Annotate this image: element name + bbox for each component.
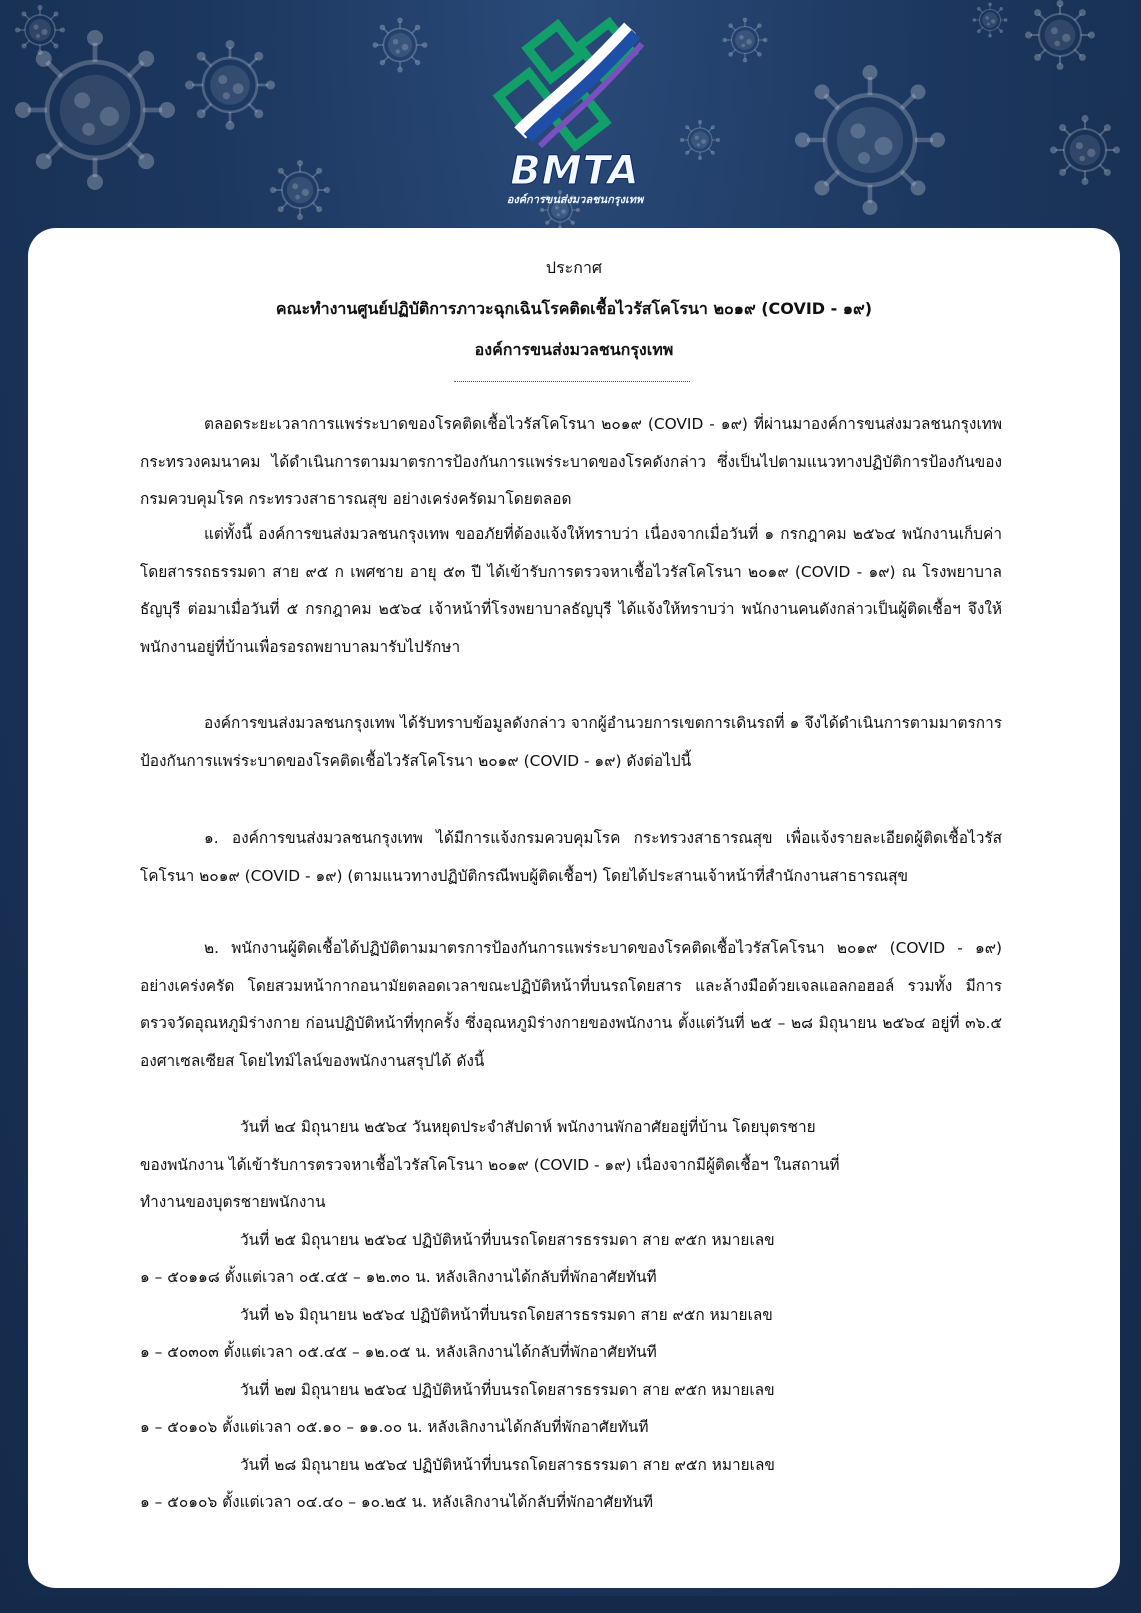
timeline-day-24-line2: ของพนักงาน ได้เข้ารับการตรวจหาเชื้อไวรัสโคโรนา ๒๐๑๙ (COVID - ๑๙) เนื่องจากมีผู้ติดเชื้อฯ ในสถานที่ (140, 1156, 840, 1174)
bottom-band (0, 1596, 1141, 1613)
timeline-day-28-line1: วันที่ ๒๘ มิถุนายน ๒๕๖๔ ปฏิบัติหน้าที่บนรถโดยสารธรรมดา สาย ๙๕ก หมายเลข (240, 1456, 775, 1474)
timeline-day-25-line1: วันที่ ๒๕ มิถุนายน ๒๕๖๔ ปฏิบัติหน้าที่บนรถโดยสารธรรมดา สาย ๙๕ก หมายเลข (240, 1231, 775, 1249)
announcement-organization: องค์การขนส่งมวลชนกรุงเทพ (474, 340, 674, 359)
announcement-heading: ประกาศ (545, 258, 603, 277)
timeline-day-27-line2: ๑ – ๕๐๑๐๖ ตั้งแต่เวลา ๐๕.๑๐ – ๑๑.๐๐ น. หลังเลิกงานได้กลับที่พักอาศัยทันที (140, 1418, 649, 1436)
bmta-logo (480, 8, 670, 208)
timeline-day-25-line2: ๑ – ๕๐๑๑๘ ตั้งแต่เวลา ๐๕.๔๕ – ๑๒.๓๐ น. หลังเลิกงานได้กลับที่พักอาศัยทันที (140, 1268, 657, 1286)
paragraph-item-1: ๑. องค์การขนส่งมวลชนกรุงเทพ ได้มีการแจ้งกรมควบคุมโรค กระทรวงสาธารณสุข เพื่อแจ้งรายละเอียดผู้ติดเชื้อไวรัสโคโรนา ๒๐๑๙ (COVID - ๑๙) (ตามแนวทางปฏิบัติกรณีพบผู้ติดเชื้อฯ) โดยได้ประสานเจ้าหน้าที่สำนักงานสาธารณสุข (140, 829, 1002, 885)
timeline-day-27-line1: วันที่ ๒๗ มิถุนายน ๒๕๖๔ ปฏิบัติหน้าที่บนรถโดยสารธรรมดา สาย ๙๕ก หมายเลข (240, 1381, 775, 1399)
paragraph-intro: ตลอดระยะเวลาการแพร่ระบาดของโรคติดเชื้อไวรัสโคโรนา ๒๐๑๙ (COVID - ๑๙) ที่ผ่านมาองค์การขนส่งมวลชนกรุงเทพ กระทรวงคมนาคม ได้ดำเนินการตามมาตรการป้องกันการแพร่ระบาดของโรคดังกล่าว ซึ่งเป็นไปตามแนวทางปฏิบัติการป้องกันของกรมควบคุมโรค กระทรวงสาธารณสุข อย่างเคร่งครัดมาโดยตลอด (140, 415, 1002, 508)
paragraph-item-2: ๒. พนักงานผู้ติดเชื้อได้ปฏิบัติตามมาตรการป้องกันการแพร่ระบาดของโรคติดเชื้อไวรัสโคโรนา ๒๐๑๙ (COVID - ๑๙) อย่างเคร่งครัด โดยสวมหน้ากากอนามัยตลอดเวลาขณะปฏิบัติหน้าที่บนรถโดยสาร และล้างมือด้วยเจลแอลกอฮอล์ รวมทั้ง มีการตรวจวัดอุณหภูมิร่างกาย ก่อนปฏิบัติหน้าที่ทุกครั้ง ซึ่งอุณหภูมิร่างกายของพนักงาน ตั้งแต่วันที่ ๒๕ – ๒๘ มิถุนายน ๒๕๖๔ อยู่ที่ ๓๖.๕ องศาเซลเซียส โดยไทม์ไลน์ของพนักงานสรุปได้ ดังนี้ (140, 939, 1002, 1070)
timeline-day-26-line2: ๑ – ๕๐๓๐๓ ตั้งแต่เวลา ๐๕.๔๕ – ๑๒.๐๕ น. หลังเลิกงานได้กลับที่พักอาศัยทันที (140, 1343, 657, 1361)
timeline-day-24-line3: ทำงานของบุตรชายพนักงาน (140, 1193, 326, 1211)
timeline-day-24-line1: วันที่ ๒๔ มิถุนายน ๒๕๖๔ วันหยุดประจำสัปดาห์ พนักงานพักอาศัยอยู่ที่บ้าน โดยบุตรชาย (240, 1118, 816, 1136)
paragraph-response: องค์การขนส่งมวลชนกรุงเทพ ได้รับทราบข้อมูลดังกล่าว จากผู้อำนวยการเขตการเดินรถที่ ๑ จึงได้ดำเนินการตามมาตรการป้องกันการแพร่ระบาดของโรคติดเชื้อไวรัสโคโรนา ๒๐๑๙ (COVID - ๑๙) ดังต่อไปนี้ (140, 714, 1002, 770)
logo-text: BMTA (510, 148, 640, 194)
title-separator (454, 381, 690, 382)
timeline-day-26-line1: วันที่ ๒๖ มิถุนายน ๒๕๖๔ ปฏิบัติหน้าที่บนรถโดยสารธรรมดา สาย ๙๕ก หมายเลข (240, 1306, 773, 1324)
timeline-day-28-line2: ๑ – ๕๐๑๐๖ ตั้งแต่เวลา ๐๔.๔๐ – ๑๐.๒๕ น. หลังเลิกงานได้กลับที่พักอาศัยทันที (140, 1493, 654, 1511)
paragraph-incident: แต่ทั้งนี้ องค์การขนส่งมวลชนกรุงเทพ ขออภัยที่ต้องแจ้งให้ทราบว่า เนื่องจากเมื่อวันที่ ๑ กรกฎาคม ๒๕๖๔ พนักงานเก็บค่าโดยสารรถธรรมดา สาย ๙๕ ก เพศชาย อายุ ๕๓ ปี ได้เข้ารับการตรวจหาเชื้อไวรัสโคโรนา ๒๐๑๙ (COVID - ๑๙) ณ โรงพยาบาลธัญบุรี ต่อมาเมื่อวันที่ ๕ กรกฎาคม ๒๕๖๔ เจ้าหน้าที่โรงพยาบาลธัญบุรี ได้แจ้งให้ทราบว่า พนักงานคนดังกล่าวเป็นผู้ติดเชื้อฯ จึงให้พนักงานอยู่ที่บ้านเพื่อรอรถพยาบาลมารับไปรักษา (140, 525, 1002, 656)
logo-subtitle: องค์การขนส่งมวลชนกรุงเทพ (506, 193, 644, 206)
announcement-title: คณะทำงานศูนย์ปฏิบัติการภาวะฉุกเฉินโรคติดเชื้อไวรัสโคโรนา ๒๐๑๙ (COVID - ๑๙) (275, 299, 873, 318)
bmta-logo-emblem-icon (480, 8, 670, 153)
